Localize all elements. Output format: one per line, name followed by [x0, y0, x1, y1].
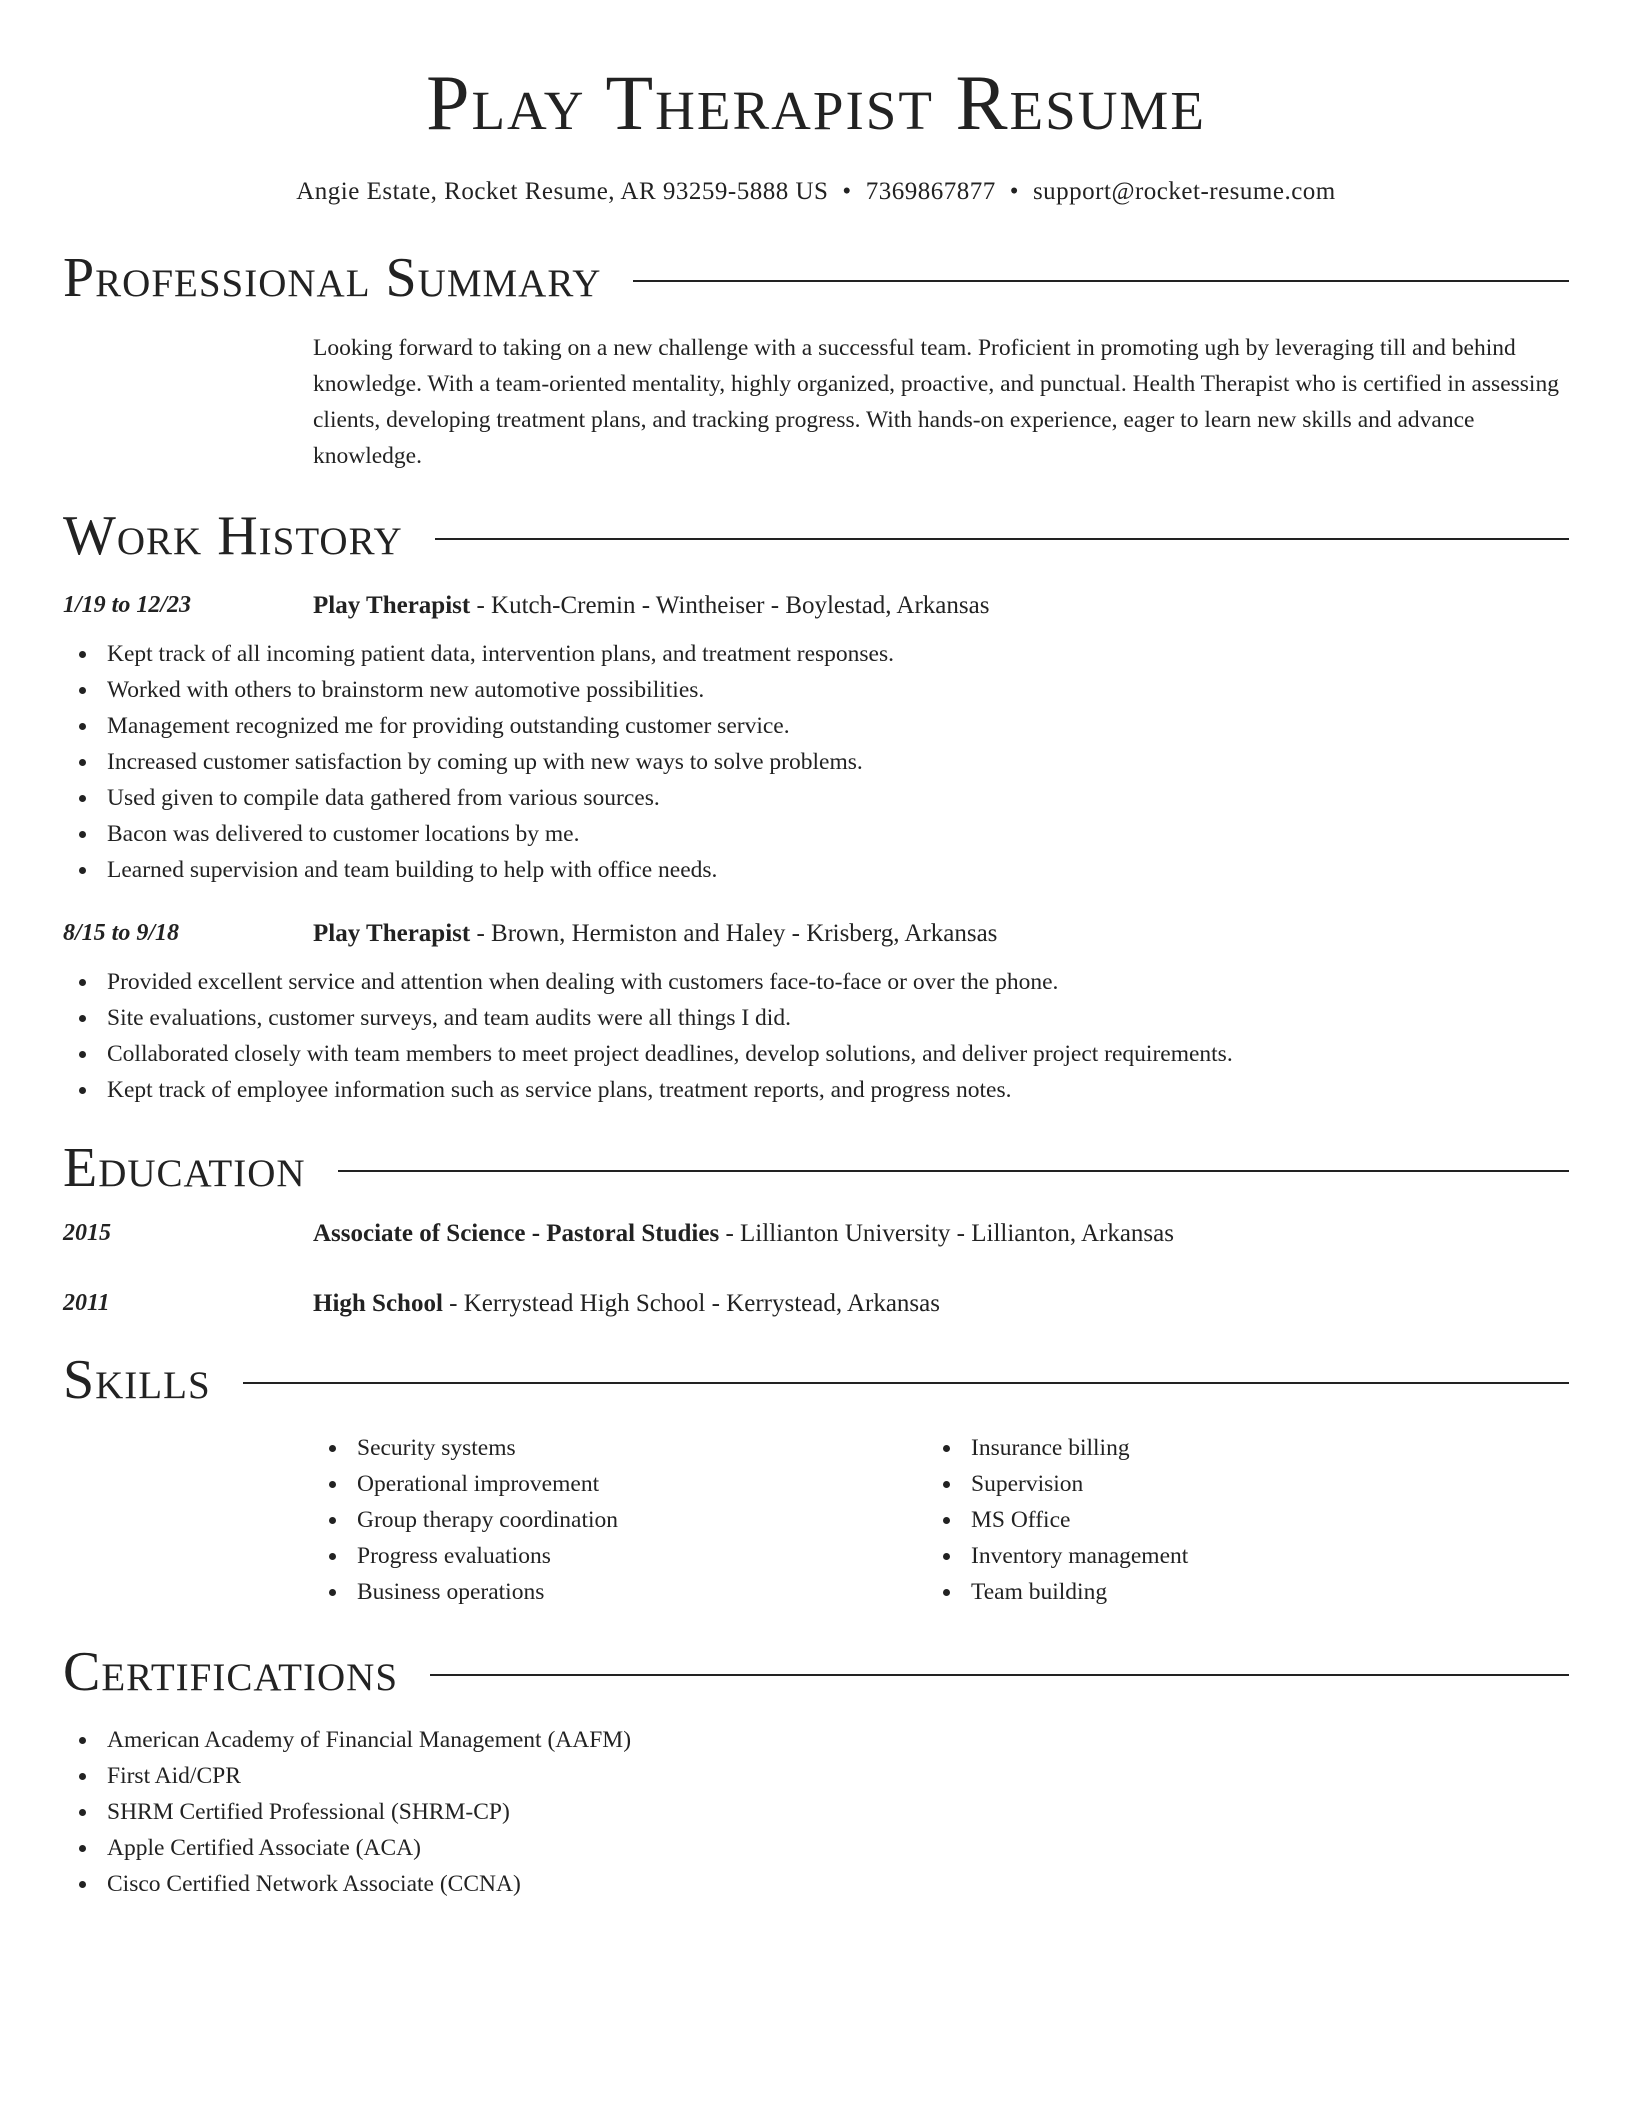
skills-list-left [313, 1430, 927, 1610]
list-item: Business operations [313, 1574, 927, 1610]
education-line [313, 1220, 1569, 1248]
education-entry [63, 1290, 1569, 1318]
list-item: Learned supervision and team building to help with office needs. [63, 852, 1569, 888]
job-company: - Brown, Hermiston and Haley - Krisberg, Arkansas [470, 920, 998, 947]
summary-section-header [63, 247, 1569, 309]
contact-line [63, 178, 1569, 206]
list-item: Management recognized me for providing outstanding customer service. [63, 708, 1569, 744]
list-item: Team building [927, 1574, 1541, 1610]
work-section-header [63, 505, 1569, 567]
job-header [63, 920, 1569, 948]
education-line [313, 1290, 1569, 1318]
education-entry [63, 1220, 1569, 1248]
job-company: - Kutch-Cremin - Wintheiser - Boylestad, Arkansas [470, 592, 990, 619]
section-divider [338, 1170, 1569, 1172]
section-title-work-history: Work History [63, 505, 403, 567]
list-item: Progress evaluations [313, 1538, 927, 1574]
job-entry [63, 920, 1569, 1108]
education-school: - Kerrystead High School - Kerrystead, Arkansas [442, 1290, 940, 1317]
list-item: Insurance billing [927, 1430, 1541, 1466]
section-divider [243, 1382, 1569, 1384]
job-title-line [313, 592, 1569, 620]
summary-text: Looking forward to taking on a new challenge with a successful team. Proficient in promoting ugh by leveraging till and behind knowledge. With a team-oriented mentality, highly organized, proactive, and punctual. Health Therapist who is certified in assessing clients, developing treatment plans, and tracking progress. With hands-on experience, eager to learn new skills and advance knowledge. [313, 335, 1559, 469]
section-divider [430, 1674, 1569, 1676]
skills-grid [313, 1430, 1569, 1610]
list-item: SHRM Certified Professional (SHRM-CP) [63, 1794, 1569, 1830]
list-item: Worked with others to brainstorm new automotive possibilities. [63, 672, 1569, 708]
list-item: First Aid/CPR [63, 1758, 1569, 1794]
list-item: Inventory management [927, 1538, 1541, 1574]
section-divider [435, 538, 1569, 540]
list-item: Apple Certified Associate (ACA) [63, 1830, 1569, 1866]
education-year: 2015 [63, 1220, 111, 1246]
list-item: Collaborated closely with team members to meet project deadlines, develop solutions, and deliver project requirements. [63, 1036, 1569, 1072]
education-degree: High School [313, 1290, 443, 1317]
resume-title: Play Therapist Resume [426, 59, 1206, 146]
certifications-section-header [63, 1641, 1569, 1703]
job-dates: 8/15 to 9/18 [63, 920, 180, 946]
list-item: Provided excellent service and attention when dealing with customers face-to-face or over the phone. [63, 964, 1569, 1000]
section-title-certifications: Certifications [63, 1641, 399, 1703]
education-section-header [63, 1137, 1569, 1199]
job-role: Play Therapist [313, 592, 471, 619]
list-item: Site evaluations, customer surveys, and team audits were all things I did. [63, 1000, 1569, 1036]
contact-email: support@rocket-resume.com [1032, 178, 1336, 205]
list-item: Group therapy coordination [313, 1502, 927, 1538]
contact-separator: • [842, 178, 852, 205]
education-year: 2011 [63, 1290, 110, 1316]
list-item: Supervision [927, 1466, 1541, 1502]
section-title-education: Education [63, 1137, 306, 1199]
contact-phone: 7369867877 [865, 178, 996, 205]
list-item: Used given to compile data gathered from various sources. [63, 780, 1569, 816]
skills-section-header [63, 1349, 1569, 1411]
job-role: Play Therapist [313, 920, 471, 947]
list-item: Kept track of all incoming patient data, intervention plans, and treatment responses. [63, 636, 1569, 672]
list-item: Increased customer satisfaction by coming up with new ways to solve problems. [63, 744, 1569, 780]
list-item: MS Office [927, 1502, 1541, 1538]
job-dates: 1/19 to 12/23 [63, 592, 192, 618]
list-item: Cisco Certified Network Associate (CCNA) [63, 1866, 1569, 1902]
job-entry [63, 592, 1569, 888]
education-degree: Associate of Science - Pastoral Studies [313, 1220, 720, 1247]
list-item: Operational improvement [313, 1466, 927, 1502]
education-school: - Lillianton University - Lillianton, Arkansas [719, 1220, 1174, 1247]
list-item: Kept track of employee information such as service plans, treatment reports, and progress notes. [63, 1072, 1569, 1108]
job-title-line [313, 920, 1569, 948]
section-title-skills: Skills [63, 1349, 211, 1411]
contact-address: Angie Estate, Rocket Resume, AR 93259-5888 US [296, 178, 829, 205]
list-item: Security systems [313, 1430, 927, 1466]
section-title-summary: Professional Summary [63, 247, 602, 309]
contact-separator: • [1009, 178, 1019, 205]
list-item: American Academy of Financial Management (AAFM) [63, 1722, 1569, 1758]
section-divider [633, 280, 1569, 282]
skills-list-right [927, 1430, 1541, 1610]
list-item: Bacon was delivered to customer locations by me. [63, 816, 1569, 852]
job-duties-list [63, 636, 1569, 888]
job-duties-list [63, 964, 1569, 1108]
job-header [63, 592, 1569, 620]
certifications-list [63, 1722, 1569, 1902]
